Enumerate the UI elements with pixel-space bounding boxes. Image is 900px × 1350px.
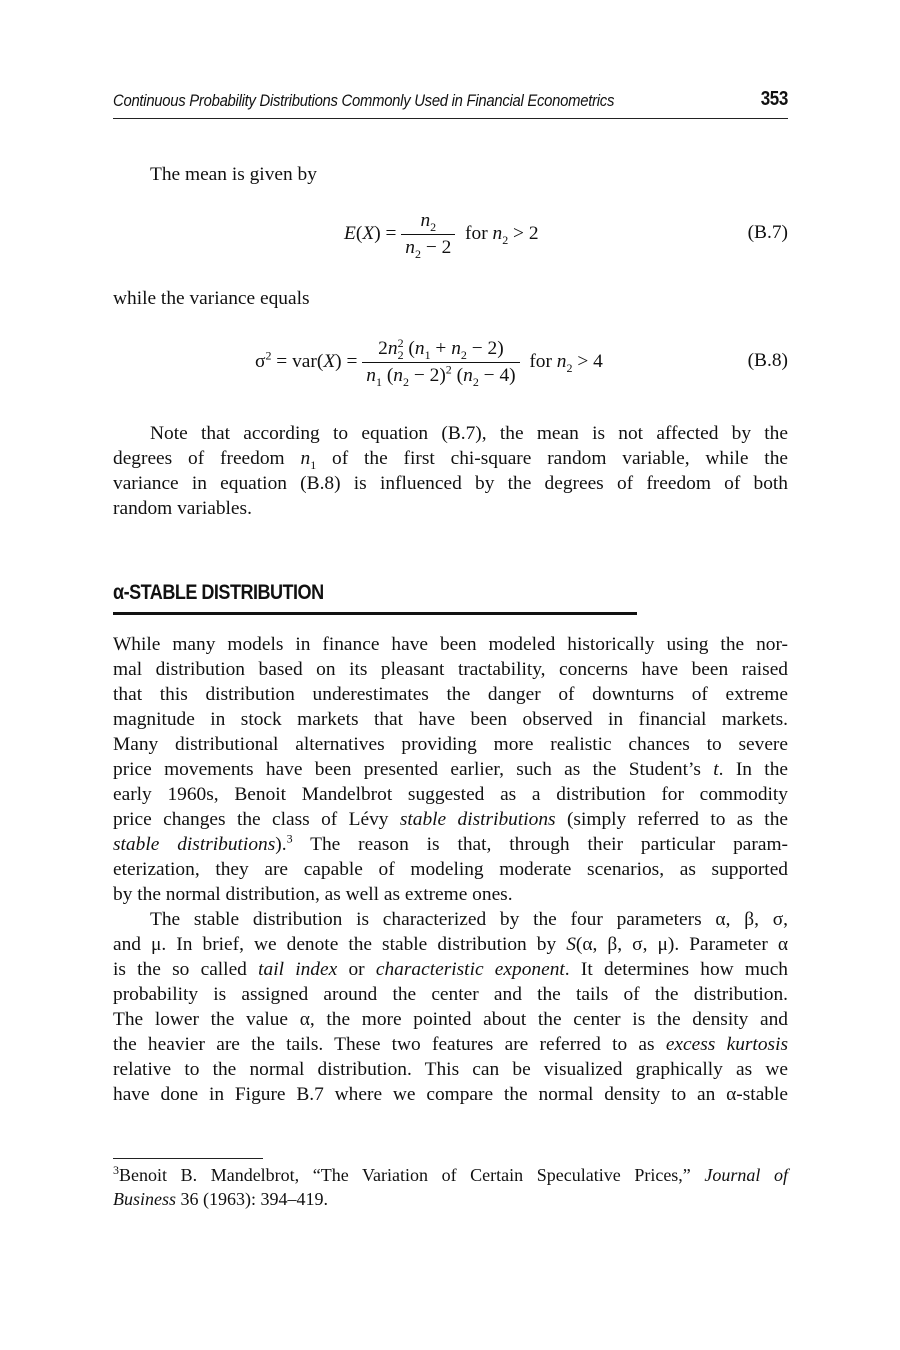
equation-b8 — [113, 336, 788, 396]
equation-b8-denominator: $n_1$ $(n_2 - 2)^2$ $(n_2 - 4)$ — [366, 362, 516, 389]
paragraph-line: While many models in finance have been modeled historically using the nor- — [113, 634, 788, 655]
running-header — [113, 88, 788, 119]
note-line: Note that according to equation (B.7), the mean is not affected by the — [150, 423, 788, 444]
footnote-line: Business 36 (1963): 394–419. — [113, 1189, 328, 1209]
paragraph-line: the heavier are the tails. These two features are referred to as excess kurtosis — [113, 1034, 788, 1055]
paragraph-line: The lower the value α, the more pointed about the center is the density and — [113, 1009, 788, 1030]
paragraph-line: Many distributional alternatives providing more realistic chances to severe — [113, 734, 788, 755]
paragraph-line: and μ. In brief, we denote the stable distribution by S(α, β, σ, μ). Parameter α — [113, 934, 789, 955]
paragraph-line: early 1960s, Benoit Mandelbrot suggested as a distribution for commodity — [113, 784, 788, 805]
equation-b7-condition: for $n_2 > 2$ — [460, 222, 539, 247]
equation-b8-numerator: $2n_2^2$ $(n_1 + n_2 - 2)$ — [362, 336, 519, 363]
equation-b8-fraction — [362, 336, 519, 389]
page-number: 353 — [760, 88, 788, 110]
variance-sentence: while the variance equals — [113, 288, 310, 309]
equation-b7-numerator: $n_2$ — [401, 208, 455, 235]
footnote — [113, 1163, 788, 1211]
footnote-rule — [113, 1158, 263, 1159]
paragraph-line: stable distributions).$^3$ The reason is that, through their particular param- — [113, 831, 788, 855]
paragraph-line: have done in Figure B.7 where we compare the normal density to an α-stable — [113, 1084, 788, 1105]
running-title: Continuous Probability Distributions Commonly Used in Financial Econometrics — [113, 92, 615, 110]
equation-b7-fraction — [401, 208, 455, 261]
equation-b7-denominator: $n_2 - 2$ — [405, 237, 452, 261]
equation-b8-lhs: $\sigma^2 = var(X)$ = — [255, 348, 358, 372]
paragraph-line: that this distribution underestimates the danger of downturns of extreme — [113, 684, 788, 705]
paragraph-line: magnitude in stock markets that have been observed in financial markets. — [113, 709, 788, 730]
note-line: variance in equation (B.8) is influenced by the degrees of freedom of both — [113, 473, 788, 494]
paragraph-stable-intro — [113, 632, 788, 907]
mean-sentence: The mean is given by — [150, 164, 317, 185]
paragraph-line: eterization, they are capable of modeling moderate scenarios, as supported — [113, 859, 788, 880]
equation-b8-condition: for $n_2 > 4$ — [524, 350, 603, 375]
note-paragraph — [113, 421, 788, 521]
paragraph-line: by the normal distribution, as well as extreme ones. — [113, 884, 513, 905]
equation-b8-label: (B.8) — [747, 350, 788, 371]
note-line: degrees of freedom $n_1$ of the first chi-square random variable, while the — [113, 448, 788, 472]
footnote-line: $^3$Benoit B. Mandelbrot, “The Variation of Certain Speculative Prices,” Journal of — [113, 1163, 788, 1185]
note-line: random variables. — [113, 498, 252, 519]
paragraph-line: is the so called tail index or characteristic exponent. It determines how much — [113, 959, 788, 980]
paragraph-line: relative to the normal distribution. This can be visualized graphically as we — [113, 1059, 788, 1080]
section-heading — [113, 580, 637, 615]
equation-b7 — [113, 208, 788, 266]
equation-b7-lhs: E(X) = — [344, 222, 397, 244]
paragraph-line: price movements have been presented earlier, such as the Student’s t. In the — [113, 759, 788, 780]
paragraph-line: probability is assigned around the center and the tails of the distribution. — [113, 984, 788, 1005]
equation-b7-label: (B.7) — [747, 222, 788, 243]
paragraph-stable-parameters — [113, 907, 788, 1107]
paragraph-line: mal distribution based on its pleasant tractability, concerns have been raised — [113, 659, 788, 680]
paragraph-line: The stable distribution is characterized by the four parameters α, β, σ, — [150, 909, 788, 930]
paragraph-line: price changes the class of Lévy stable distributions (simply referred to as the — [113, 809, 788, 830]
section-heading-text: α-STABLE DISTRIBUTION — [113, 581, 324, 604]
